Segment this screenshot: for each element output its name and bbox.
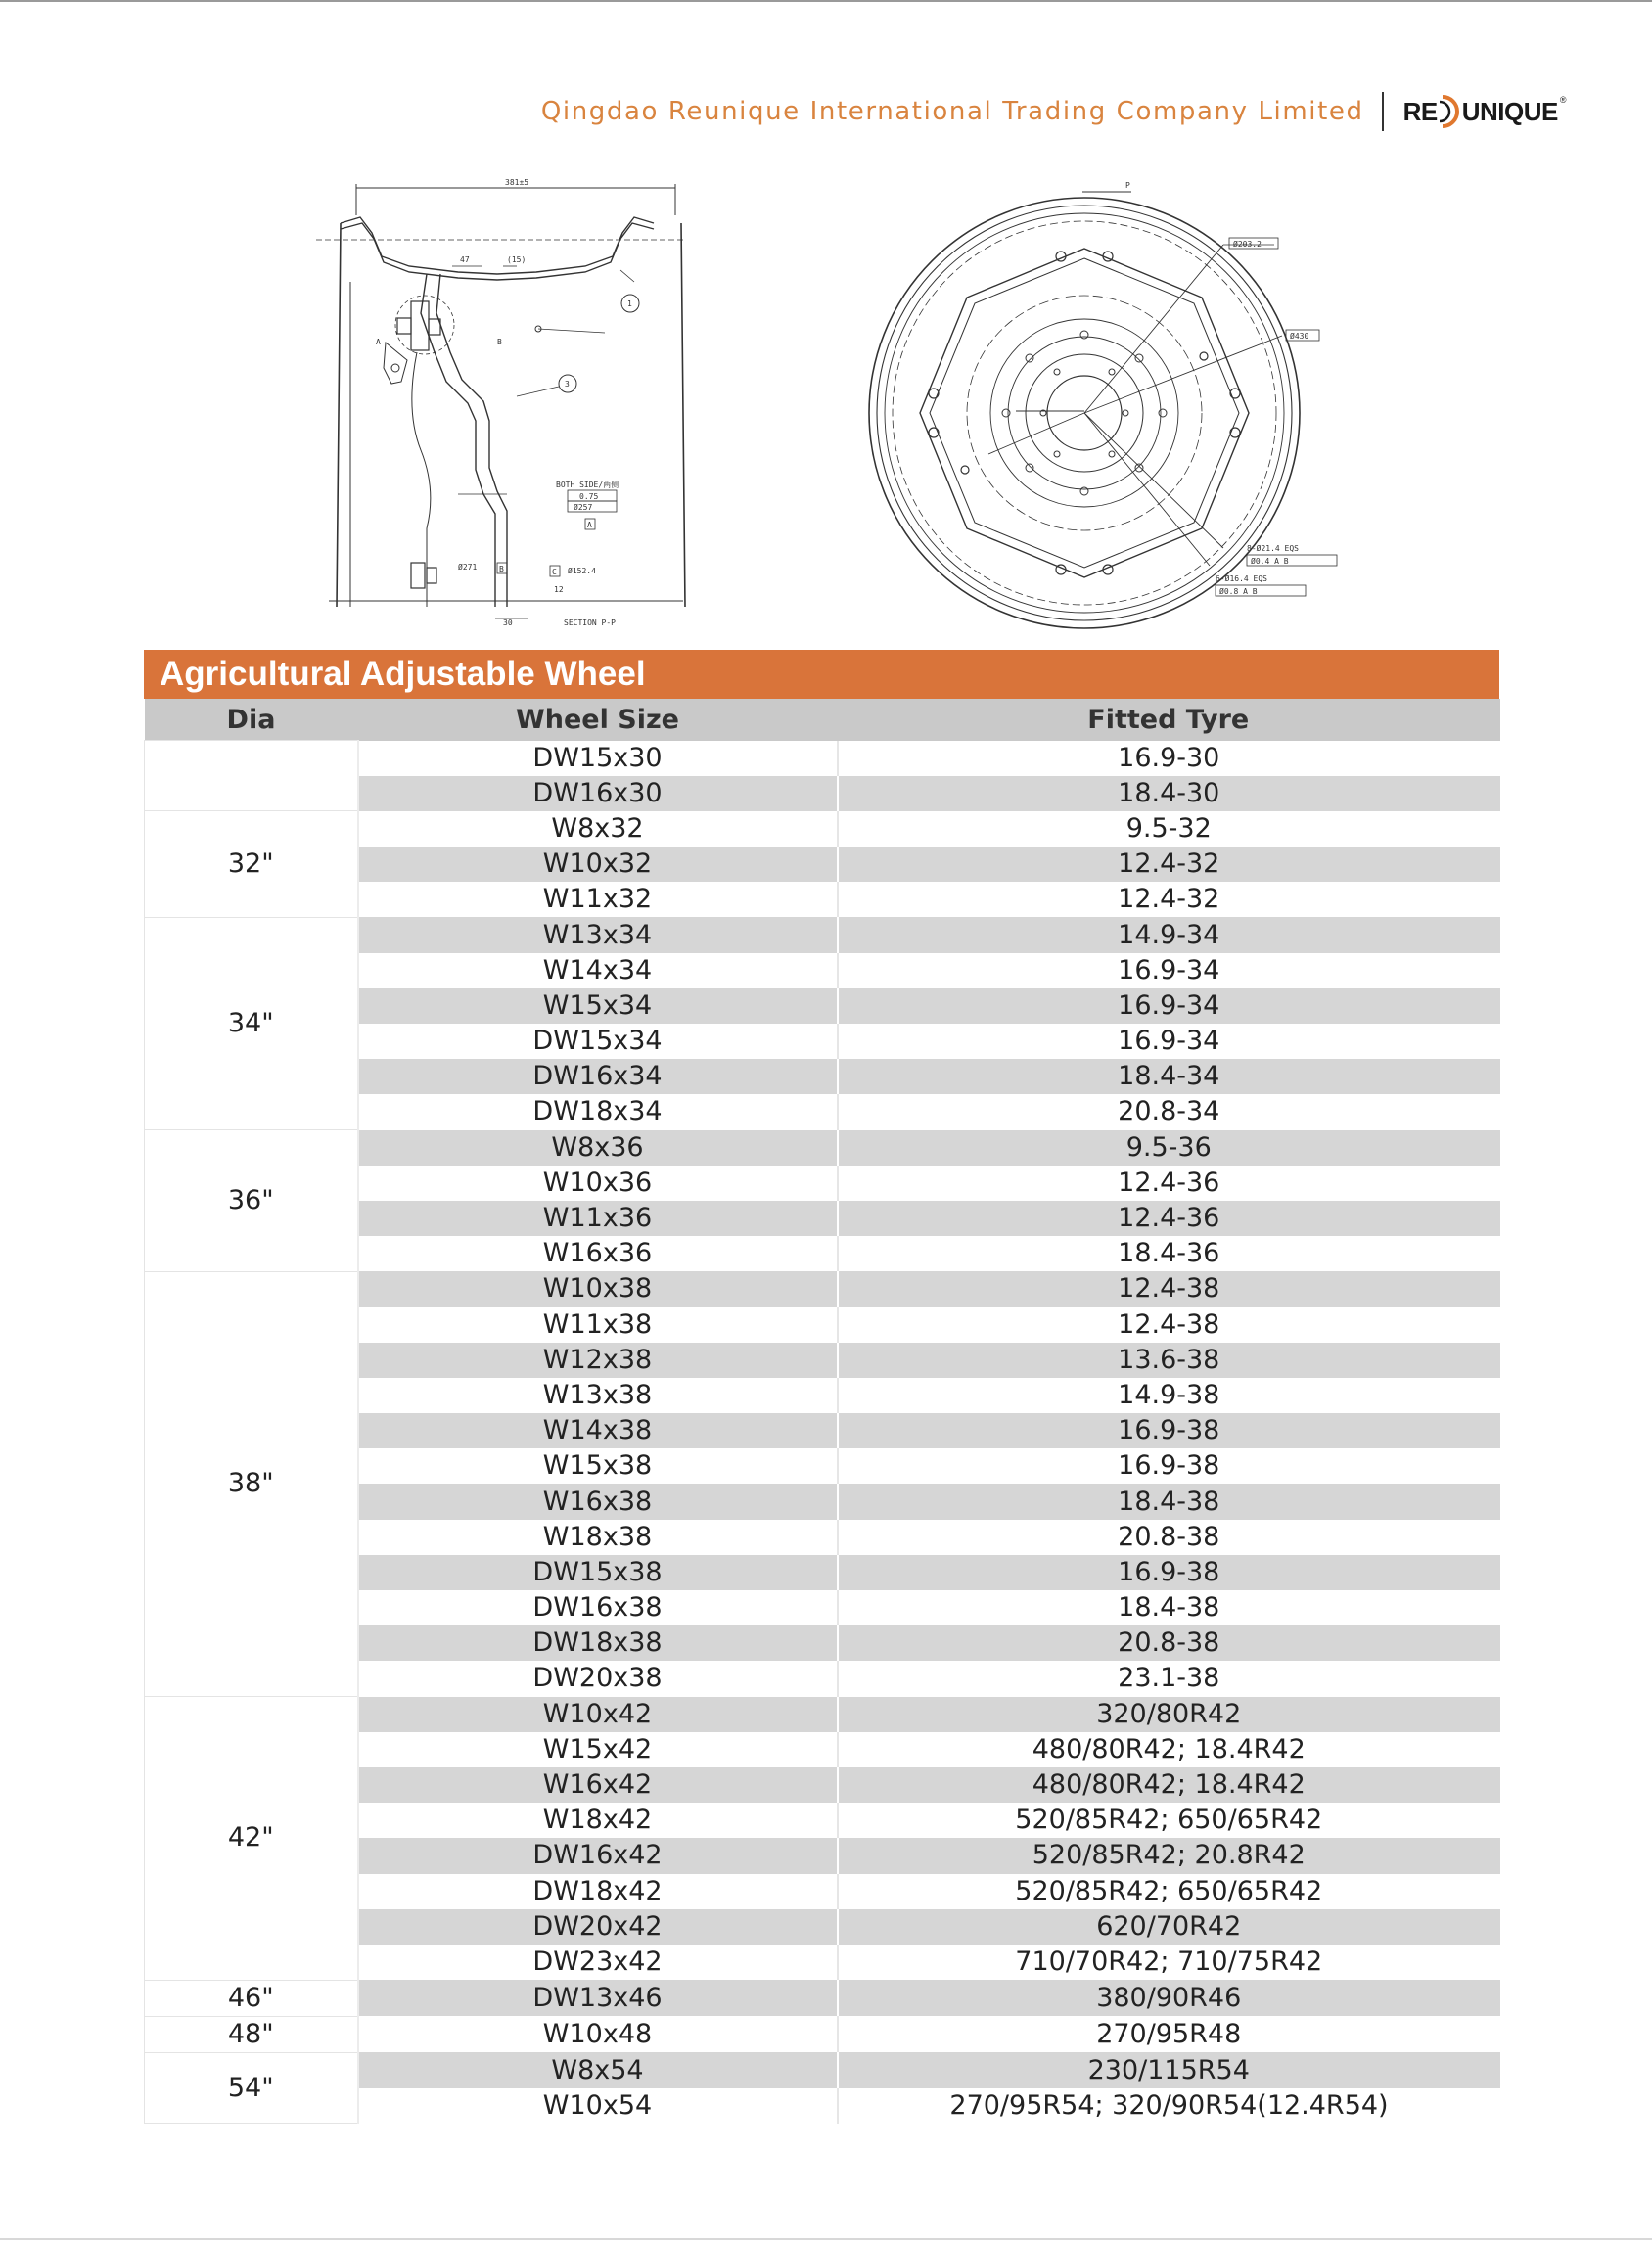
- fitted-tyre-cell: 18.4-34: [838, 1059, 1500, 1094]
- wheel-size-cell: W10x38: [358, 1271, 838, 1306]
- wheel-face-diagram: [851, 176, 1341, 636]
- table-title: Agricultural Adjustable Wheel: [144, 650, 1499, 699]
- section-drawing: [311, 176, 703, 636]
- callout-1: 1: [627, 299, 632, 308]
- logo-arc-icon: [1439, 95, 1460, 128]
- fitted-tyre-cell: 18.4-30: [838, 776, 1500, 811]
- fitted-tyre-cell: 710/70R42; 710/75R42: [1015, 1945, 1323, 1977]
- diameter-152: Ø152.4: [568, 567, 596, 575]
- tolerance-8-holes: Ø0.4 A B: [1251, 557, 1289, 566]
- header-divider: [1382, 92, 1384, 131]
- holes-8-note: 8-Ø21.4 EQS: [1247, 544, 1299, 553]
- fitted-tyre-cell: 12.4-36: [1118, 1167, 1220, 1198]
- wheel-size-cell: W10x36: [358, 1166, 838, 1201]
- top-rule: [0, 0, 1652, 2]
- fitted-tyre-cell: 16.9-30: [1118, 742, 1220, 773]
- table-row: [145, 1697, 1500, 1732]
- table-header-row: [145, 699, 1500, 741]
- fitted-tyre-cell: 520/85R42; 650/65R42: [1015, 1875, 1323, 1906]
- wheel-size-cell: DW15x30: [358, 741, 838, 776]
- dia-cell: 38": [145, 1271, 358, 1696]
- wheel-size-cell: DW15x38: [358, 1555, 838, 1590]
- table-body: [145, 741, 1500, 2124]
- wheel-size-cell: W13x38: [358, 1378, 838, 1413]
- fitted-tyre-cell: 620/70R42: [838, 1909, 1500, 1945]
- dia-cell: [145, 741, 358, 811]
- fitted-tyre-cell: 480/80R42; 18.4R42: [838, 1767, 1500, 1803]
- width-dimension: 381±5: [505, 178, 529, 187]
- table-row: [145, 1271, 1500, 1306]
- dim-30-label: 30: [503, 618, 513, 627]
- both-side-note: BOTH SIDE/两侧: [556, 481, 620, 489]
- logo-text-right: UNIQUE: [1461, 96, 1558, 126]
- fitted-tyre-cell: 18.4-38: [838, 1484, 1500, 1519]
- dia-cell: 34": [145, 917, 358, 1129]
- dia-cell: 48": [145, 2016, 358, 2052]
- fitted-tyre-cell: 23.1-38: [1118, 1663, 1220, 1694]
- wheel-size-cell: W13x34: [358, 917, 838, 952]
- wheel-size-cell: DW20x38: [358, 1661, 838, 1696]
- wheel-size-cell: DW16x30: [358, 776, 838, 811]
- bottom-rule: [0, 2238, 1652, 2240]
- wheel-size-cell: W10x54: [358, 2088, 838, 2124]
- wheel-size-cell: DW16x42: [358, 1838, 838, 1873]
- dim-15-label: (15): [507, 255, 527, 264]
- wheel-size-cell: W10x32: [358, 847, 838, 882]
- tolerance-075: 0.75: [579, 492, 599, 501]
- wheel-size-cell: W12x38: [358, 1343, 838, 1378]
- dia-cell: 42": [145, 1697, 358, 1981]
- datum-box-b: B: [499, 565, 504, 573]
- wheel-size-cell: W8x36: [358, 1130, 838, 1166]
- fitted-tyre-cell: 20.8-34: [1118, 1096, 1220, 1127]
- rim-section-diagram: [311, 176, 703, 636]
- section-label: SECTION P-P: [564, 618, 616, 627]
- fitted-tyre-cell: 12.4-38: [1118, 1308, 1220, 1340]
- diameter-271: Ø271: [458, 563, 478, 572]
- brand-logo: [1403, 95, 1566, 128]
- fitted-tyre-cell: 9.5-36: [838, 1130, 1500, 1166]
- fitted-tyre-cell: 230/115R54: [838, 2052, 1500, 2087]
- wheel-size-cell: W15x34: [358, 988, 838, 1024]
- fitted-tyre-cell: 380/90R46: [838, 1980, 1500, 2016]
- fitted-tyre-cell: 16.9-34: [838, 988, 1500, 1024]
- table-row: [145, 917, 1500, 952]
- table-row: [145, 1980, 1500, 2016]
- dia-cell: 54": [145, 2052, 358, 2123]
- wheel-size-cell: DW18x34: [358, 1094, 838, 1129]
- face-p-mark: P: [1125, 181, 1130, 190]
- wheel-size-cell: DW20x42: [358, 1909, 838, 1945]
- wheel-size-cell: W18x38: [358, 1520, 838, 1555]
- fitted-tyre-cell: 480/80R42; 18.4R42: [1032, 1733, 1306, 1764]
- column-header-fitted-tyre: Fitted Tyre: [838, 699, 1500, 741]
- dim-12-label: 12: [554, 585, 564, 594]
- tolerance-6-holes: Ø0.8 A B: [1219, 587, 1258, 596]
- wheel-size-cell: W16x36: [358, 1236, 838, 1271]
- column-header-dia: Dia: [145, 699, 358, 741]
- fitted-tyre-cell: 9.5-32: [1125, 812, 1212, 844]
- label-b: B: [497, 338, 502, 346]
- fitted-tyre-cell: 18.4-36: [1118, 1238, 1220, 1269]
- fitted-tyre-cell: 20.8-38: [838, 1625, 1500, 1661]
- fitted-tyre-cell: 16.9-38: [838, 1413, 1500, 1448]
- fitted-tyre-cell: 14.9-38: [1118, 1379, 1220, 1410]
- fitted-tyre-cell: 13.6-38: [838, 1343, 1500, 1378]
- wheel-size-cell: W14x34: [358, 953, 838, 988]
- logo-text-left: RE: [1402, 96, 1438, 126]
- wheel-size-cell: W8x54: [358, 2052, 838, 2087]
- label-a: A: [376, 338, 381, 346]
- column-header-wheel-size: Wheel Size: [358, 699, 838, 741]
- table-row: [145, 811, 1500, 847]
- diameter-203: Ø203.2: [1233, 240, 1262, 249]
- wheel-size-cell: W15x38: [358, 1448, 838, 1484]
- fitted-tyre-cell: 12.4-36: [838, 1201, 1500, 1236]
- wheel-size-cell: W10x42: [358, 1697, 838, 1732]
- dia-cell: 36": [145, 1130, 358, 1272]
- fitted-tyre-cell: 12.4-38: [838, 1271, 1500, 1306]
- fitted-tyre-cell: 14.9-34: [838, 917, 1500, 952]
- fitted-tyre-cell: 520/85R42; 20.8R42: [838, 1838, 1500, 1873]
- wheel-size-cell: DW16x38: [358, 1590, 838, 1625]
- fitted-tyre-cell: 270/95R48: [1096, 2018, 1242, 2049]
- fitted-tyre-cell: 18.4-38: [1118, 1592, 1220, 1624]
- wheel-size-cell: DW13x46: [358, 1980, 838, 2016]
- wheel-size-cell: W11x32: [358, 882, 838, 917]
- fitted-tyre-cell: 16.9-34: [1118, 1026, 1220, 1057]
- wheel-size-cell: W16x38: [358, 1484, 838, 1519]
- dia-cell: 32": [145, 811, 358, 918]
- callout-3: 3: [565, 380, 570, 389]
- wheel-size-cell: DW18x38: [358, 1625, 838, 1661]
- face-drawing: [851, 176, 1341, 636]
- diameter-257: Ø257: [574, 503, 593, 512]
- wheel-size-cell: W11x36: [358, 1201, 838, 1236]
- company-name: Qingdao Reunique International Trading Company Limited: [540, 97, 1364, 126]
- datum-box-a: A: [587, 521, 592, 529]
- wheel-size-cell: W10x48: [358, 2016, 838, 2052]
- fitted-tyre-cell: 320/80R42: [838, 1697, 1500, 1732]
- wheel-size-cell: W15x42: [358, 1732, 838, 1767]
- fitted-tyre-cell: 12.4-32: [838, 847, 1500, 882]
- fitted-tyre-cell: 16.9-34: [1118, 954, 1220, 985]
- fitted-tyre-cell: 16.9-38: [838, 1555, 1500, 1590]
- wheel-size-cell: W11x38: [358, 1307, 838, 1343]
- table-row: [145, 2052, 1500, 2087]
- logo-registered-mark: ®: [1559, 95, 1566, 105]
- datum-box-c: C: [552, 568, 557, 576]
- fitted-tyre-cell: 270/95R54; 320/90R54(12.4R54): [949, 2089, 1389, 2121]
- table-row: [145, 741, 1500, 776]
- wheel-size-cell: DW15x34: [358, 1024, 838, 1059]
- page-header: [541, 90, 1566, 133]
- diameter-430: Ø430: [1290, 332, 1309, 341]
- wheel-size-cell: W16x42: [358, 1767, 838, 1803]
- wheel-size-cell: DW18x42: [358, 1874, 838, 1909]
- dim-47-label: 47: [460, 255, 470, 264]
- holes-6-note: 6-Ø16.4 EQS: [1216, 574, 1267, 583]
- wheel-size-cell: DW16x34: [358, 1059, 838, 1094]
- fitted-tyre-cell: 16.9-38: [1118, 1450, 1220, 1482]
- table-row: [145, 1130, 1500, 1166]
- wheel-spec-table-section: [144, 650, 1499, 2124]
- wheel-size-cell: W18x42: [358, 1803, 838, 1838]
- dia-cell: 46": [145, 1980, 358, 2016]
- wheel-size-cell: W14x38: [358, 1413, 838, 1448]
- fitted-tyre-cell: 20.8-38: [1118, 1521, 1220, 1552]
- fitted-tyre-cell: 520/85R42; 650/65R42: [1015, 1805, 1323, 1836]
- fitted-tyre-cell: 12.4-32: [1118, 884, 1220, 915]
- wheel-spec-table: [144, 699, 1500, 2124]
- table-row: [145, 2016, 1500, 2052]
- wheel-size-cell: DW23x42: [358, 1945, 838, 1980]
- wheel-size-cell: W8x32: [358, 811, 838, 847]
